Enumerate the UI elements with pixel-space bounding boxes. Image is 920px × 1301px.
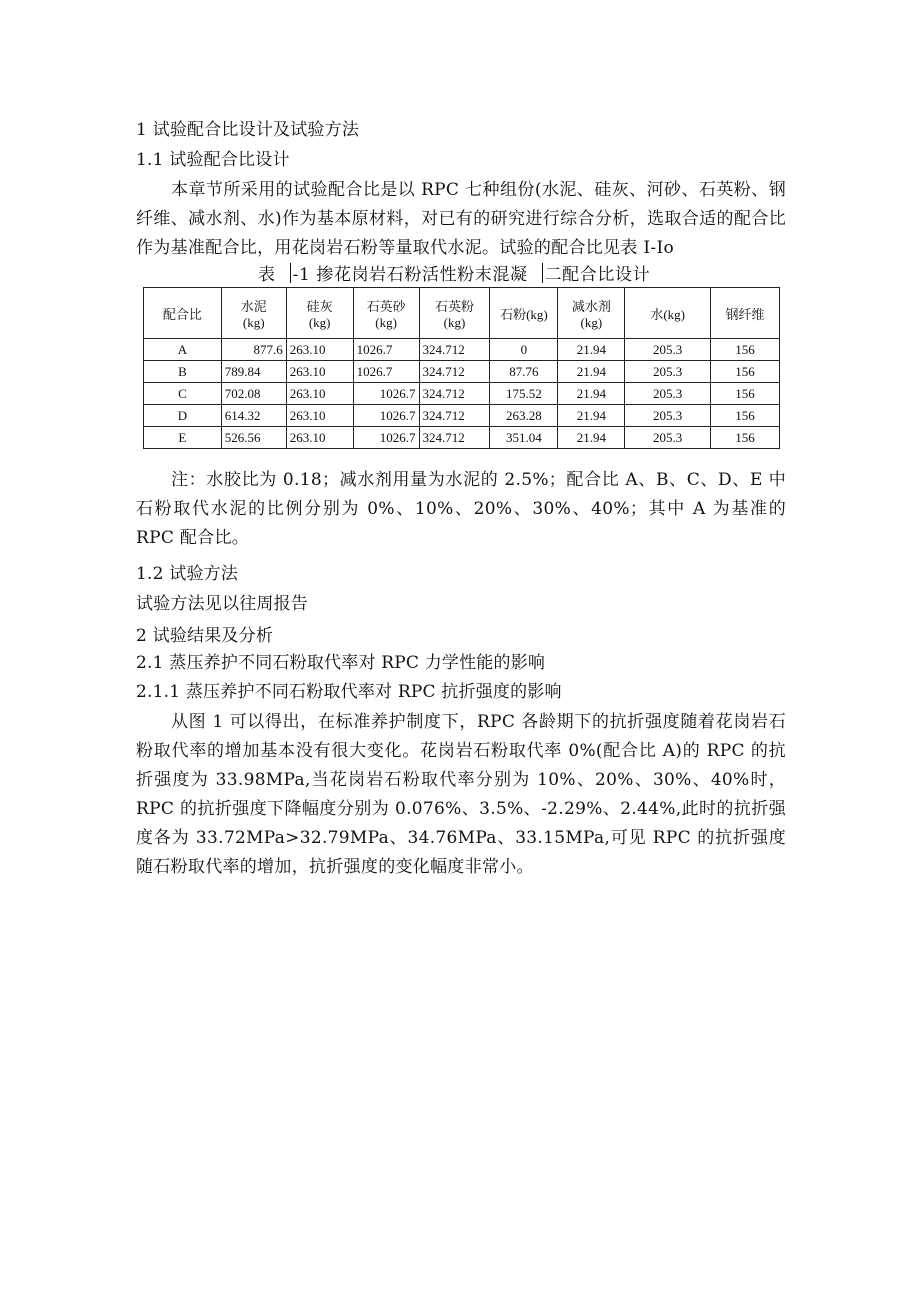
cell-quartz-sand: 1026.7 — [353, 383, 419, 405]
table-header-row — [144, 288, 780, 339]
table-row — [144, 361, 780, 383]
header-water: 水(kg) — [625, 288, 711, 339]
header-steel-fiber: 钢纤维 — [711, 288, 780, 339]
cell-cement: 526.56 — [221, 427, 286, 449]
cell-silica-fume: 263.10 — [286, 383, 353, 405]
cell-cement: 614.32 — [221, 405, 286, 427]
cell-quartz-powder: 324.712 — [419, 361, 490, 383]
cell-cement: 789.84 — [221, 361, 286, 383]
cell-mix: B — [144, 361, 222, 383]
heading-section-1-2: 1.2 试验方法 — [136, 564, 239, 584]
cell-steel-fiber: 156 — [711, 405, 780, 427]
cell-silica-fume: 263.10 — [286, 361, 353, 383]
cell-quartz-sand: 1026.7 — [353, 339, 419, 361]
cell-quartz-sand: 1026.7 — [353, 405, 419, 427]
cell-quartz-powder: 324.712 — [419, 405, 490, 427]
header-silica-fume: 硅灰 (kg) — [286, 288, 353, 339]
cell-superplasticizer: 21.94 — [558, 383, 625, 405]
cell-silica-fume: 263.10 — [286, 339, 353, 361]
heading-section-1-1: 1.1 试验配合比设计 — [136, 150, 290, 170]
cell-mix: A — [144, 339, 222, 361]
cell-silica-fume: 263.10 — [286, 405, 353, 427]
header-quartz-powder: 石英粉 (kg) — [419, 288, 490, 339]
cell-water: 205.3 — [625, 361, 711, 383]
cell-mix: D — [144, 405, 222, 427]
table-note-paragraph: 注：水胶比为 0.18；减水剂用量为水泥的 2.5%；配合比 A、B、C、D、E 中石粉取代水泥的比例分别为 0%、10%、20%、30%、40%；其中 A 为基准的 RPC 配合比。 — [136, 470, 786, 548]
cell-cement: 877.6 — [221, 339, 286, 361]
header-stone-powder: 石粉(kg) — [490, 288, 558, 339]
cell-superplasticizer: 21.94 — [558, 361, 625, 383]
cell-stone-powder: 351.04 — [490, 427, 558, 449]
table-caption — [258, 263, 650, 287]
heading-section-1: 1 试验配合比设计及试验方法 — [136, 120, 360, 140]
cell-quartz-sand: 1026.7 — [353, 361, 419, 383]
table-row — [144, 339, 780, 361]
cell-steel-fiber: 156 — [711, 383, 780, 405]
mix-proportion-table — [143, 287, 780, 449]
cell-stone-powder: 87.76 — [490, 361, 558, 383]
heading-section-2-1: 2.1 蒸压养护不同石粉取代率对 RPC 力学性能的影响 — [136, 653, 546, 673]
cell-stone-powder: 0 — [490, 339, 558, 361]
cell-water: 205.3 — [625, 405, 711, 427]
cell-cement: 702.08 — [221, 383, 286, 405]
cell-steel-fiber: 156 — [711, 339, 780, 361]
cell-mix: C — [144, 383, 222, 405]
cell-quartz-powder: 324.712 — [419, 339, 490, 361]
method-text: 试验方法见以往周报告 — [136, 594, 308, 614]
heading-section-2-1-1: 2.1.1 蒸压养护不同石粉取代率对 RPC 抗折强度的影响 — [136, 682, 562, 702]
table-row — [144, 427, 780, 449]
cell-water: 205.3 — [625, 383, 711, 405]
cell-mix: E — [144, 427, 222, 449]
cell-quartz-sand: 1026.7 — [353, 427, 419, 449]
cell-stone-powder: 175.52 — [490, 383, 558, 405]
table-caption-part2: -1 掺花岗岩石粉活性粉末混凝 — [292, 265, 528, 285]
header-quartz-sand: 石英砂 (kg) — [353, 288, 419, 339]
cell-silica-fume: 263.10 — [286, 427, 353, 449]
table-caption-part3: 二配合比设计 — [544, 265, 651, 285]
intro-paragraph: 本章节所采用的试验配合比是以 RPC 七种组份(水泥、硅灰、河砂、石英粉、钢纤维、减水剂、水)作为基本原材料，对已有的研究进行综合分析，选取合适的配合比作为基准配合比，用花岗岩石粉等量取代水泥。试验的配合比见表 I-Io — [136, 180, 786, 258]
cell-superplasticizer: 21.94 — [558, 405, 625, 427]
header-cement: 水泥 (kg) — [221, 288, 286, 339]
header-mix: 配合比 — [144, 288, 222, 339]
cell-water: 205.3 — [625, 427, 711, 449]
cell-water: 205.3 — [625, 339, 711, 361]
cell-steel-fiber: 156 — [711, 427, 780, 449]
cell-superplasticizer: 21.94 — [558, 339, 625, 361]
result-paragraph: 从图 1 可以得出，在标准养护制度下，RPC 各龄期下的抗折强度随着花岗岩石粉取代率的增加基本没有很大变化。花岗岩石粉取代率 0%(配合比 A)的 RPC 的抗折强度为 33.98MPa,当花岗岩石粉取代率分别为 10%、20%、30%、40%时，RPC 的抗折强度下降幅度分别为 0.076%、3.5%、-2.29%、2.44%,此时的抗折强度各为 33.72MPa>32.79MPa、34.76MPa、33.15MPa,可见 RPC 的抗折强度随石粉取代率的增加，抗折强度的变化幅度非常小。 — [136, 712, 786, 877]
cell-quartz-powder: 324.712 — [419, 383, 490, 405]
caption-divider — [542, 263, 543, 283]
cell-quartz-powder: 324.712 — [419, 427, 490, 449]
table-caption-part1: 表 — [258, 265, 276, 285]
cell-superplasticizer: 21.94 — [558, 427, 625, 449]
heading-section-2: 2 试验结果及分析 — [136, 626, 274, 646]
header-superplasticizer: 减水剂 (kg) — [558, 288, 625, 339]
table-row — [144, 405, 780, 427]
table-row — [144, 383, 780, 405]
cell-steel-fiber: 156 — [711, 361, 780, 383]
caption-divider — [290, 263, 291, 283]
cell-stone-powder: 263.28 — [490, 405, 558, 427]
